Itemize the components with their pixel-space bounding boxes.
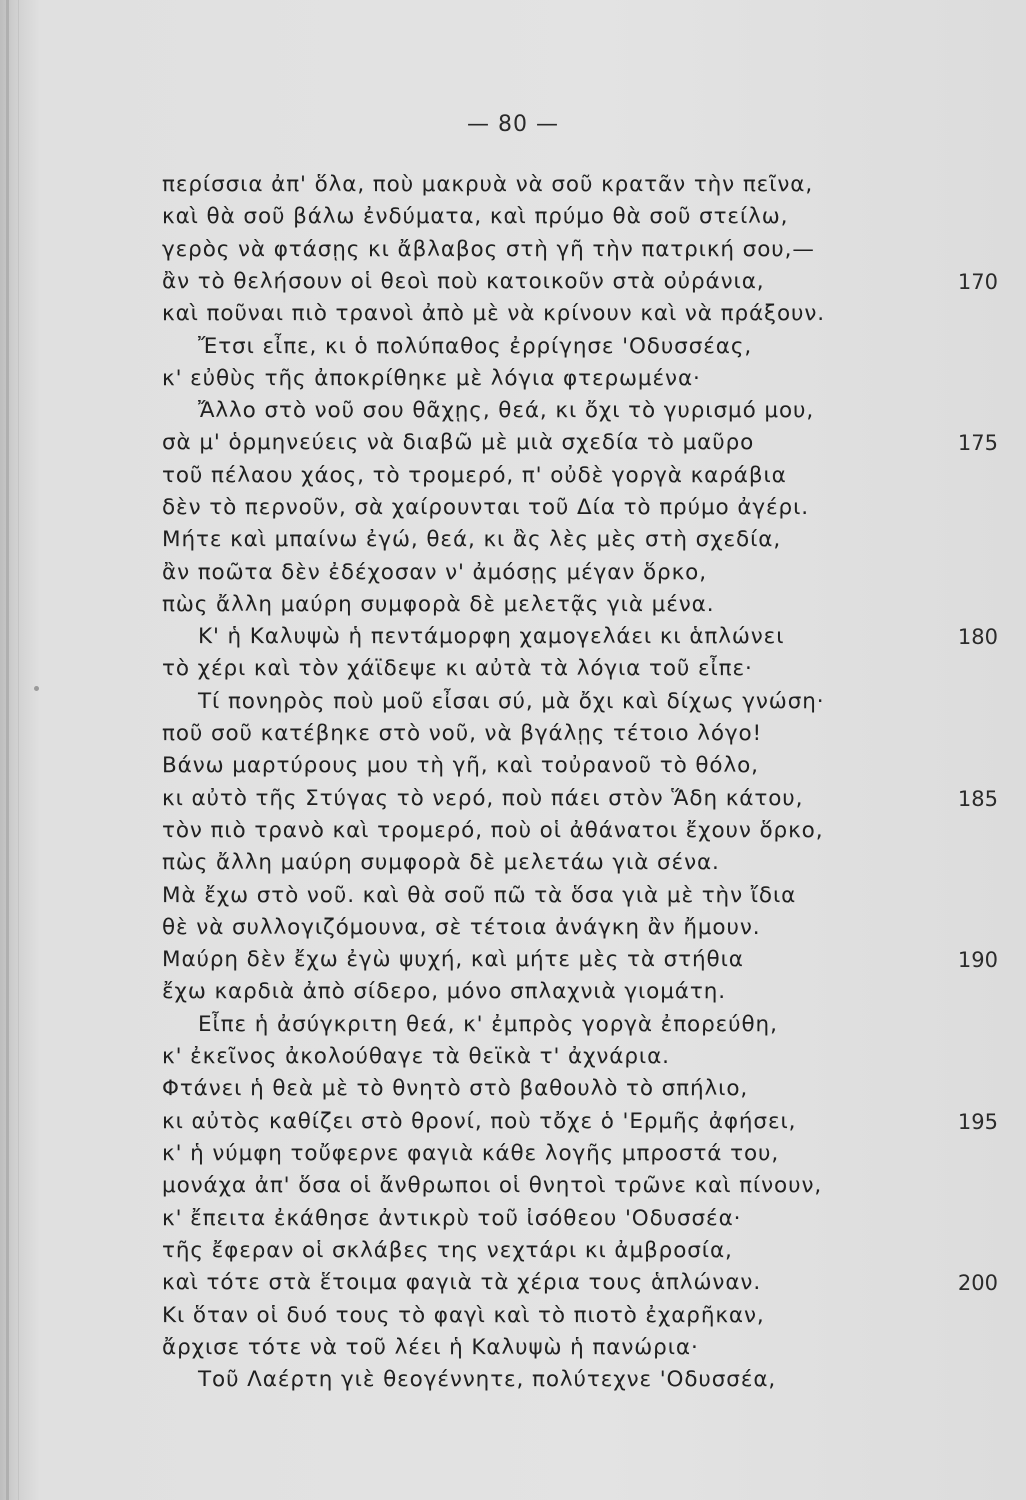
line-number: 190	[957, 948, 998, 972]
poem-line: κι αὐτὸς καθίζει στὸ θρονί, ποὺ τὄχε ὁ 'Ερμῆς ἀφήσει,	[162, 1109, 797, 1134]
poem-line: τὸ χέρι καὶ τὸν χάϊδεψε κι αὐτὰ τὰ λόγια τοῦ εἶπε·	[162, 656, 753, 681]
poem-line: κ' ἡ νύμφη τοὔφερνε φαγιὰ κάθε λογῆς μπροστά του,	[162, 1141, 780, 1166]
poem-line: Εἶπε ἡ ἀσύγκριτη θεά, κ' ἐμπρὸς γοργὰ ἐπορεύθη,	[198, 1012, 778, 1037]
poem-line: δὲν τὸ περνοῦν, σὰ χαίρουνται τοῦ Δία τὸ πρύμο ἀγέρι.	[162, 495, 809, 520]
poem-line: σὰ μ' ὁρμηνεύεις νὰ διαβῶ μὲ μιὰ σχεδία τὸ μαῦρο	[162, 430, 755, 455]
poem-line: Μήτε καὶ μπαίνω ἐγώ, θεά, κι ἂς λὲς μὲς στὴ σχεδία,	[162, 527, 782, 552]
poem-line: τῆς ἔφεραν οἱ σκλάβες της νεχτάρι κι ἀμβροσία,	[162, 1238, 733, 1263]
line-number: 185	[957, 787, 998, 811]
line-number: 170	[957, 270, 998, 294]
poem-line: κ' εὐθὺς τῆς ἀποκρίθηκε μὲ λόγια φτερωμένα·	[162, 366, 701, 391]
poem-line: τοῦ πέλαου χάος, τὸ τρομερό, π' οὐδὲ γοργὰ καράβια	[162, 463, 787, 488]
poem-line: καὶ θὰ σοῦ βάλω ἐνδύματα, καὶ πρύμο θὰ σοῦ στείλω,	[162, 204, 789, 229]
poem-line: Τί πονηρὸς ποὺ μοῦ εἶσαι σύ, μὰ ὄχι καὶ δίχως γνώση·	[198, 689, 825, 714]
page-number: — 80 —	[467, 112, 559, 137]
poem-line: Κι ὅταν οἱ δυό τους τὸ φαγὶ καὶ τὸ πιοτὸ ἐχαρῆκαν,	[162, 1303, 765, 1328]
poem-line: κι αὐτὸ τῆς Στύγας τὸ νερό, ποὺ πάει στὸν Ἅδη κάτου,	[162, 786, 804, 811]
poem-line: καὶ τότε στὰ ἕτοιμα φαγιὰ τὰ χέρια τους ἁπλώναν.	[162, 1270, 762, 1295]
poem-line: Μὰ ἔχω στὸ νοῦ. καὶ θὰ σοῦ πῶ τὰ ὅσα γιὰ μὲ τὴν ἴδια	[162, 883, 797, 908]
poem-line: πὼς ἄλλη μαύρη συμφορὰ δὲ μελετᾷς γιὰ μένα.	[162, 592, 715, 617]
poem-line: κ' ἐκεῖνος ἀκολούθαγε τὰ θεϊκὰ τ' ἀχνάρια.	[162, 1044, 670, 1069]
page-edge-line	[18, 0, 19, 1500]
poem-line: ἄρχισε τότε νὰ τοῦ λέει ἡ Καλυψὼ ἡ πανώρια·	[162, 1335, 699, 1360]
line-number: 180	[957, 625, 998, 649]
poem-line: Μαύρη δὲν ἔχω ἐγὼ ψυχή, καὶ μήτε μὲς τὰ στήθια	[162, 947, 744, 972]
poem-line: καὶ ποῦναι πιὸ τρανοὶ ἀπὸ μὲ νὰ κρίνουν καὶ νὰ πράξουν.	[162, 301, 825, 326]
poem-line: Ἔτσι εἶπε, κι ὁ πολύπαθος ἐρρίγησε 'Οδυσσέας,	[198, 334, 753, 359]
poem-line: Τοῦ Λαέρτη γιὲ θεογέννητε, πολύτεχνε 'Οδυσσέα,	[198, 1367, 777, 1392]
poem-line: θὲ νὰ συλλογιζόμουνα, σὲ τέτοια ἀνάγκη ἂν ἤμουν.	[162, 915, 761, 940]
poem-line: Ἄλλο στὸ νοῦ σου θᾶχῃς, θεά, κι ὄχι τὸ γυρισμό μου,	[198, 398, 815, 423]
poem-line: περίσσια ἀπ' ὅλα, ποὺ μακρυὰ νὰ σοῦ κρατᾶν τὴν πεῖνα,	[162, 172, 814, 197]
poem-line: πὼς ἄλλη μαύρη συμφορὰ δὲ μελετάω γιὰ σένα.	[162, 850, 720, 875]
line-number: 195	[957, 1110, 998, 1134]
poem-line: Βάνω μαρτύρους μου τὴ γῆ, καὶ τοὐρανοῦ τὸ θόλο,	[162, 753, 759, 778]
poem-line: μονάχα ἀπ' ὅσα οἱ ἄνθρωποι οἱ θνητοὶ τρῶνε καὶ πίνουν,	[162, 1173, 823, 1198]
poem-line: ἂν τὸ θελήσουν οἱ θεοὶ ποὺ κατοικοῦν στὰ οὐράνια,	[162, 269, 765, 294]
poem-line: Κ' ἡ Καλυψὼ ἡ πεντάμορφη χαμογελάει κι ἁπλώνει	[198, 624, 785, 649]
poem-line: κ' ἔπειτα ἐκάθησε ἀντικρὺ τοῦ ἰσόθεου 'Οδυσσέα·	[162, 1206, 742, 1231]
page-edge	[6, 0, 9, 1500]
poem-line: γερὸς νὰ φτάσῃς κι ἄβλαβος στὴ γῆ τὴν πατρική σου,—	[162, 237, 815, 262]
line-number: 200	[957, 1271, 998, 1295]
poem-line: ἂν ποῶτα δὲν ἐδέχοσαν ν' ἀμόσῃς μέγαν ὅρκο,	[162, 560, 707, 585]
poem-line: Φτάνει ἡ θεὰ μὲ τὸ θνητὸ στὸ βαθουλὸ τὸ σπήλιο,	[162, 1076, 749, 1101]
poem-line: τὸν πιὸ τρανὸ καὶ τρομερό, ποὺ οἱ ἀθάνατοι ἔχουν ὅρκο,	[162, 818, 824, 843]
poem-line: ποῦ σοῦ κατέβηκε στὸ νοῦ, νὰ βγάλῃς τέτοιο λόγο!	[162, 721, 763, 746]
poem-line: ἔχω καρδιὰ ἀπὸ σίδερο, μόνο σπλαχνιὰ γιομάτη.	[162, 979, 726, 1004]
paper-speck	[34, 686, 39, 691]
line-number: 175	[957, 431, 998, 455]
